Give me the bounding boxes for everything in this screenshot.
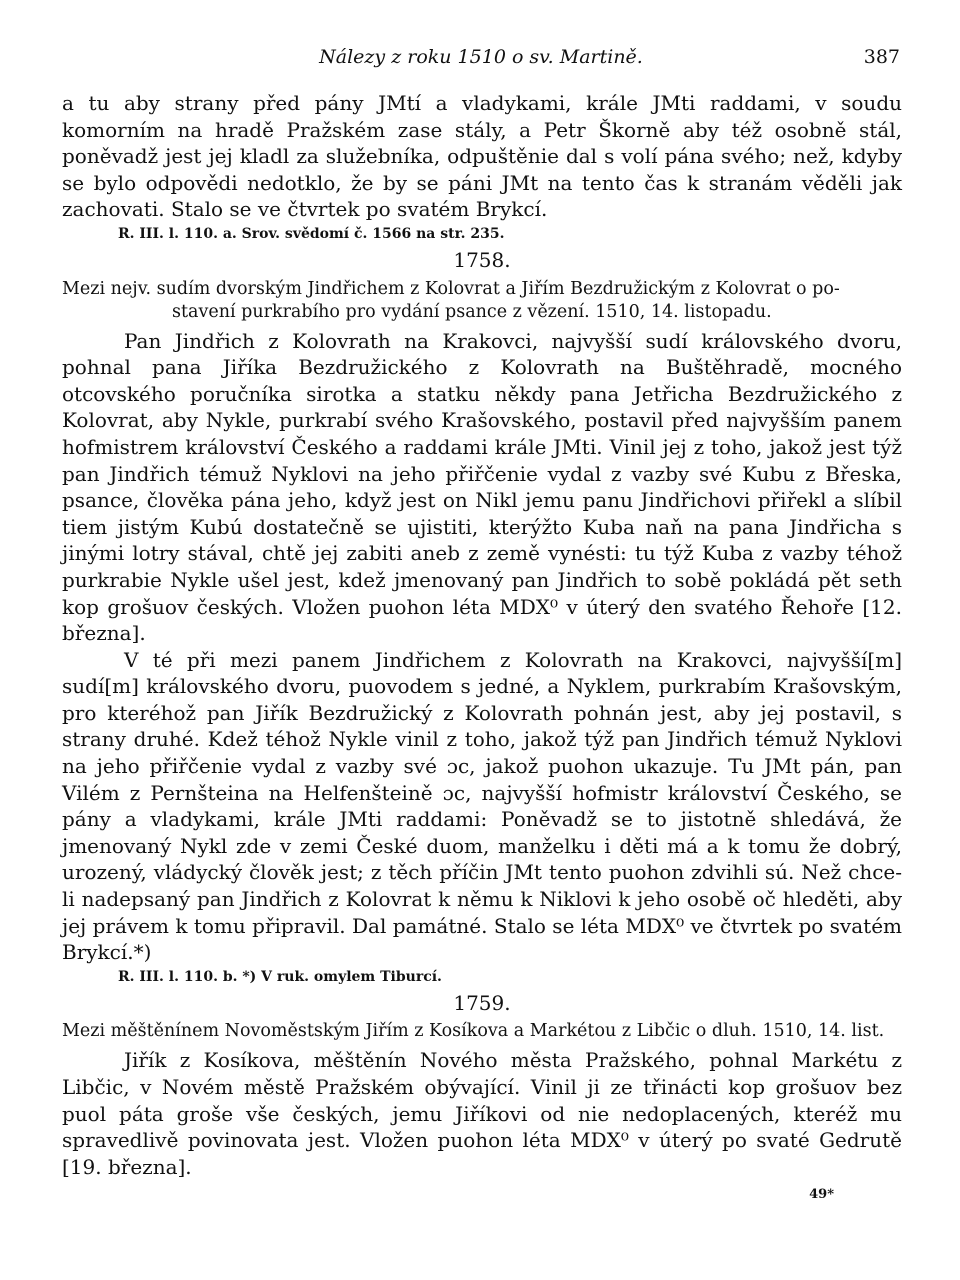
entry-summary-line: stavení purkrabího pro vydání psance z vězení. 1510, 14. listopadu. bbox=[172, 301, 772, 322]
entry-summary-line: Mezi nejv. sudím dvorským Jindřichem z Kolovrat a Jiřím Bezdružickým z Kolovrat o po- bbox=[62, 278, 840, 299]
source-note: R. III. l. 110. a. Srov. svědomí č. 1566 na str. 235. bbox=[118, 225, 505, 242]
entry-paragraph: V té při mezi panem Jindřichem z Kolovrath na Krakovci, najvyšší[m] sudí[m] královského dvoru, puovodem s jedné, a Nyklem, purkrabím Krašovským, pro kteréhož pan Jiřík Bezdružický z Kolovrath pohnán jest, aby jej postavil, s strany druhé. Kdež téhož Nykle vinil z toho, jakož týž pan Jindřich témuž Nyklovi na jeho přiřčenie vydal z vazby své ɔc, jakož puohon ukazuje. Tu JMt pán, pan Vilém z Pernšteina na Helfenšteině ɔc, najvyšší hofmistr království Českého, se pány a vladykami, krále JMti raddami: Poněvadž se to jistotně shledává, že jmenovaný Nykl zde v zemi České duom, manželku i děti má a k tomu že dobrý, urozený, vládycký člověk jest; z těch příčin JMt tento puohon zdvihli sú. Než chce-li nadepsaný pan Jindřich z Kolovrat k němu k Niklovi k jeho osobě oč hleděti, aby jej právem k tomu připravil. Dal památné. Stalo se léta MDX⁰ ve čtvrtek po svatém Brykcí.*) bbox=[62, 647, 902, 965]
source-note: R. III. l. 110. b. *) V ruk. omylem Tiburcí. bbox=[118, 968, 442, 985]
page-number: 387 bbox=[863, 46, 900, 68]
entry-number: 1758. bbox=[453, 247, 511, 272]
entry-number: 1759. bbox=[453, 990, 511, 1015]
running-head: Nálezy z roku 1510 o sv. Martině. bbox=[319, 46, 643, 68]
entry-summary: Mezi měštěnínem Novoměstským Jiřím z Kosíkova a Markétou z Libčic o dluh. 1510, 14. list. bbox=[62, 1021, 885, 1042]
signature-mark: 49* bbox=[809, 1187, 834, 1203]
page-header bbox=[62, 44, 900, 74]
entry-summary bbox=[62, 278, 902, 324]
entry-paragraph: Jiřík z Kosíkova, měštěnín Nového města Pražského, pohnal Markétu z Libčic, v Novém městě Pražském obývající. Vinil ji ze třinácti kop grošuov bez puol páta groše vše českých, jemu Jiříkovi od nie nedoplacených, kteréž mu spravedlivě povinovata jest. Vložen puohon léta MDX⁰ v úterý po svaté Gedrutě [19. března]. bbox=[62, 1048, 902, 1179]
continuation-paragraph: a tu aby strany před pány JMtí a vladykami, krále JMti raddami, v soudu komorním na hradě Pražském zase stály, a Petr Škorně aby též osobně stál, poněvadž jest jej kladl za služebníka, odpuštěnie dal s volí pána svého; než, kdyby se bylo odpovědi nedotklo, že by se páni JMt na tento čas k stranám věděli jak zachovati. Stalo se ve čtvrtek po svatém Brykcí. bbox=[62, 91, 902, 222]
page-body bbox=[62, 90, 902, 1209]
entry-paragraph: Pan Jindřich z Kolovrath na Krakovci, najvyšší sudí královského dvoru, pohnal pana Jiříka Bezdružického z Kolovrath na Buštěhradě, mocného otcovského poručníka sirotka a statku někdy pana Jetřicha Bezdružického z Kolovrat, aby Nykle, purkrabí svého Krašovského, postavil před najvyšším panem hofmistrem království Českého a raddami krále JMti. Vinil jej z toho, jakož jest týž pan Jindřich témuž Nyklovi na jeho přiřčenie vydal z vazby své Kubu z Břeska, psance, člověka pána jeho, když jest on Nikl jemu panu Jindřichovi přiřekl a slíbil tiem jistým Kubú dostatečně se ujistiti, kterýžto Kuba naň na pana Jindřicha s jinými lotry stával, chtě jej zabiti aneb z země vynésti: tu týž Kuba z vazby téhož purkrabie Nykle ušel jest, kdež jmenovaný pan Jindřich to sobě pokládá pět seth kop grošuov českých. Vložen puohon léta MDX⁰ v úterý den svatého Řehoře [12. března]. bbox=[62, 328, 902, 646]
